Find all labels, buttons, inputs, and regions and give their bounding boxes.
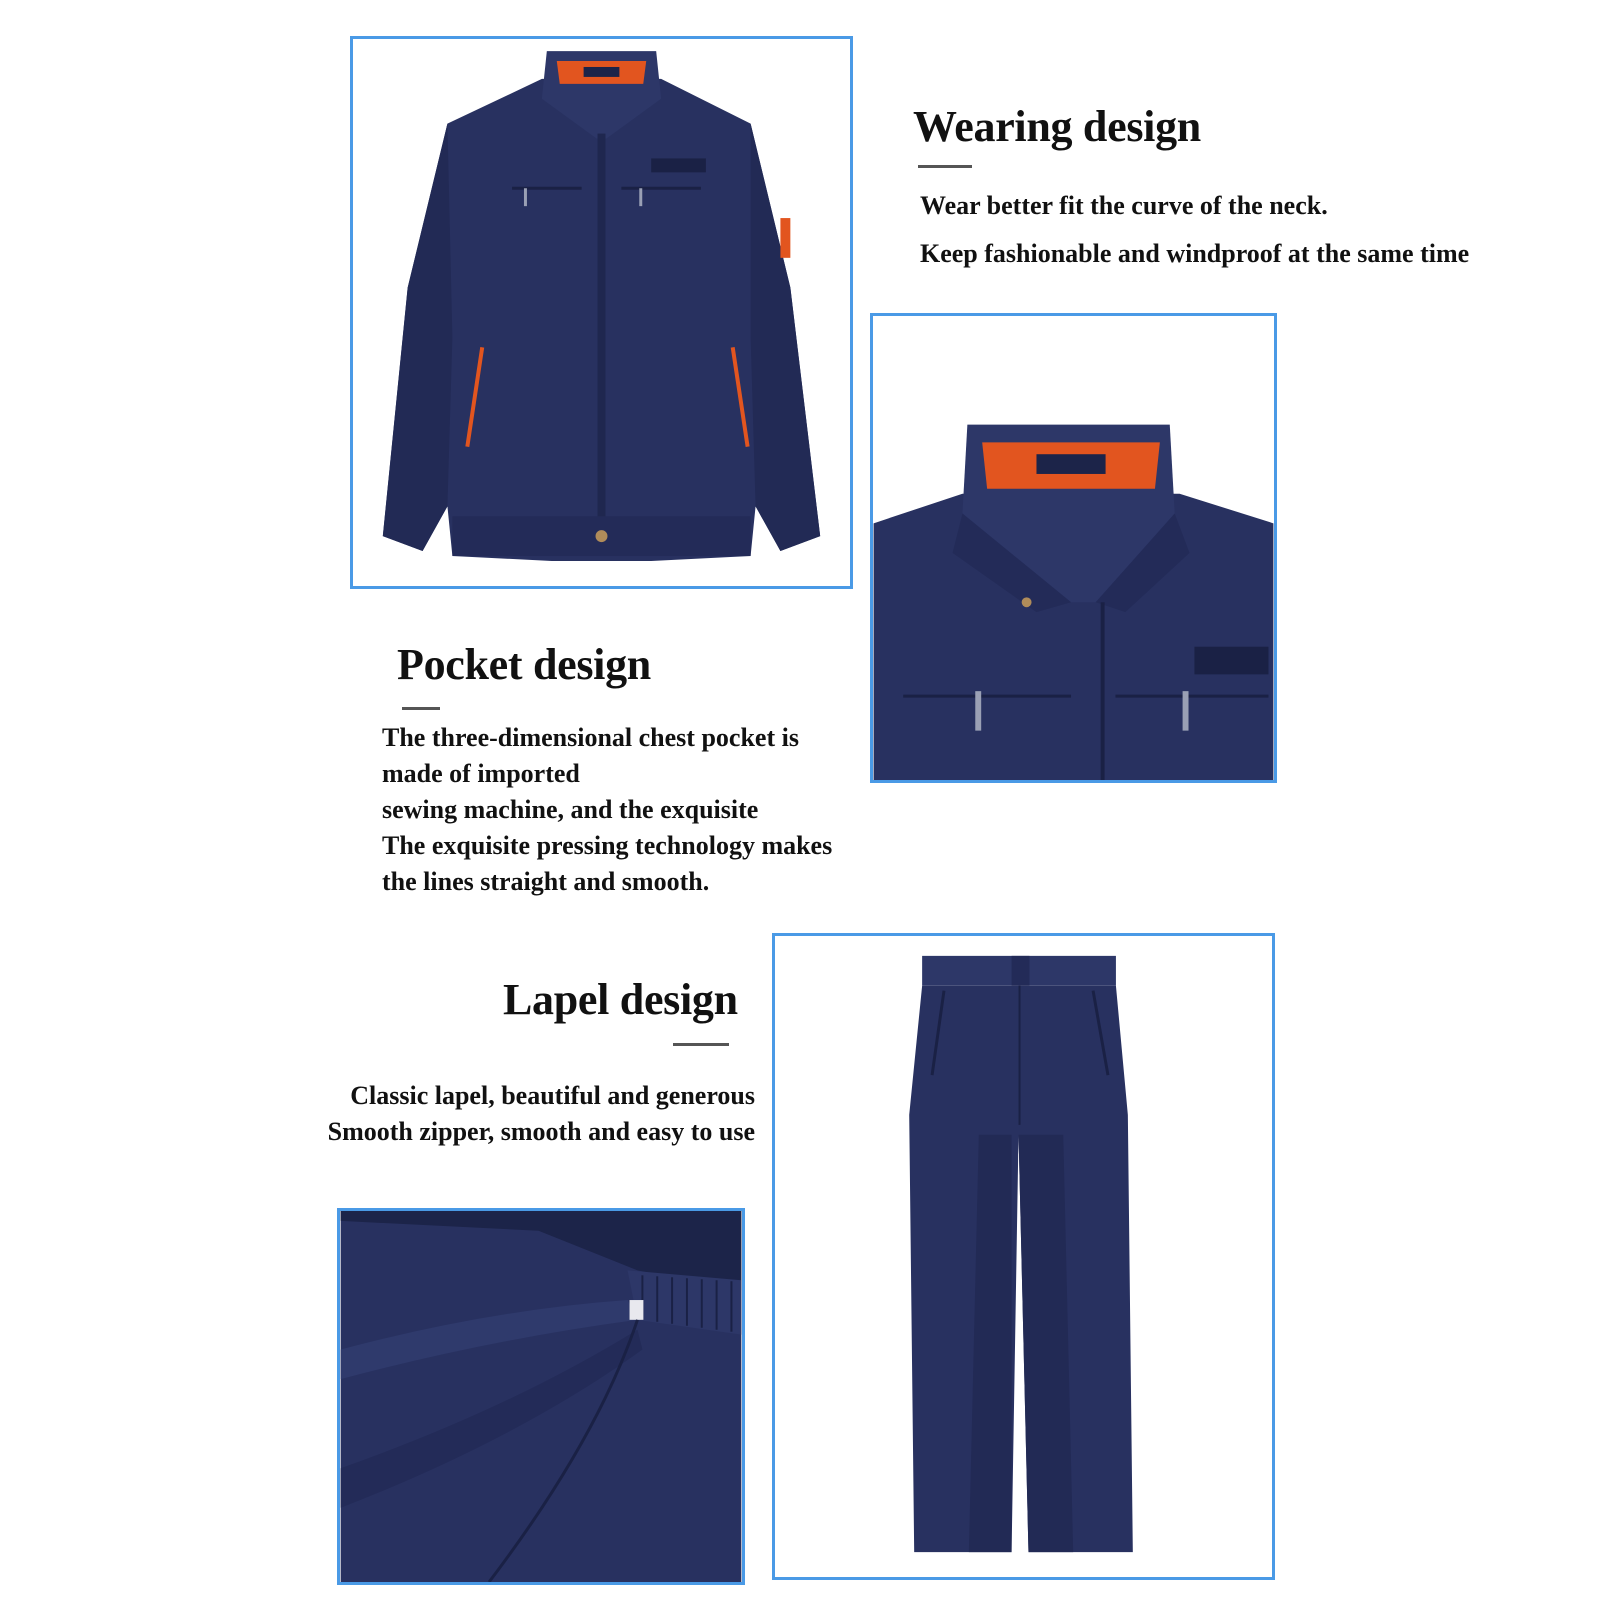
wearing-line-2: Keep fashionable and windproof at the same time: [920, 239, 1470, 268]
wearing-design-description: [920, 188, 1469, 284]
jacket-illustration: [353, 39, 850, 586]
pocket-line-5: the lines straight and smooth.: [382, 867, 710, 896]
pocket-design-description: [382, 720, 832, 900]
pocket-design-divider: [402, 707, 440, 710]
pocket-design-title: Pocket design: [397, 640, 651, 689]
wearing-design-divider: [918, 165, 972, 168]
pocket-line-2: made of imported: [382, 759, 580, 788]
collar-illustration: [873, 316, 1274, 780]
wearing-line-1: Wear better fit the curve of the neck.: [920, 191, 1328, 220]
waistband-closeup-photo: [337, 1208, 745, 1585]
collar-closeup-photo: [870, 313, 1277, 783]
pocket-line-3: sewing machine, and the exquisite: [382, 795, 759, 824]
trousers-full-photo: [772, 933, 1275, 1580]
jacket-front-photo: [350, 36, 853, 589]
pocket-line-1: The three-dimensional chest pocket is: [382, 723, 799, 752]
trousers-illustration: [775, 936, 1272, 1577]
waistband-illustration: [340, 1211, 742, 1582]
lapel-design-divider: [673, 1043, 729, 1046]
lapel-line-1: Classic lapel, beautiful and generous: [350, 1081, 755, 1110]
lapel-design-title: Lapel design: [503, 975, 738, 1024]
lapel-line-2: Smooth zipper, smooth and easy to use: [327, 1117, 755, 1146]
pocket-line-4: The exquisite pressing technology makes: [382, 831, 833, 860]
wearing-design-title: Wearing design: [913, 102, 1201, 151]
lapel-design-description: [328, 1078, 755, 1150]
